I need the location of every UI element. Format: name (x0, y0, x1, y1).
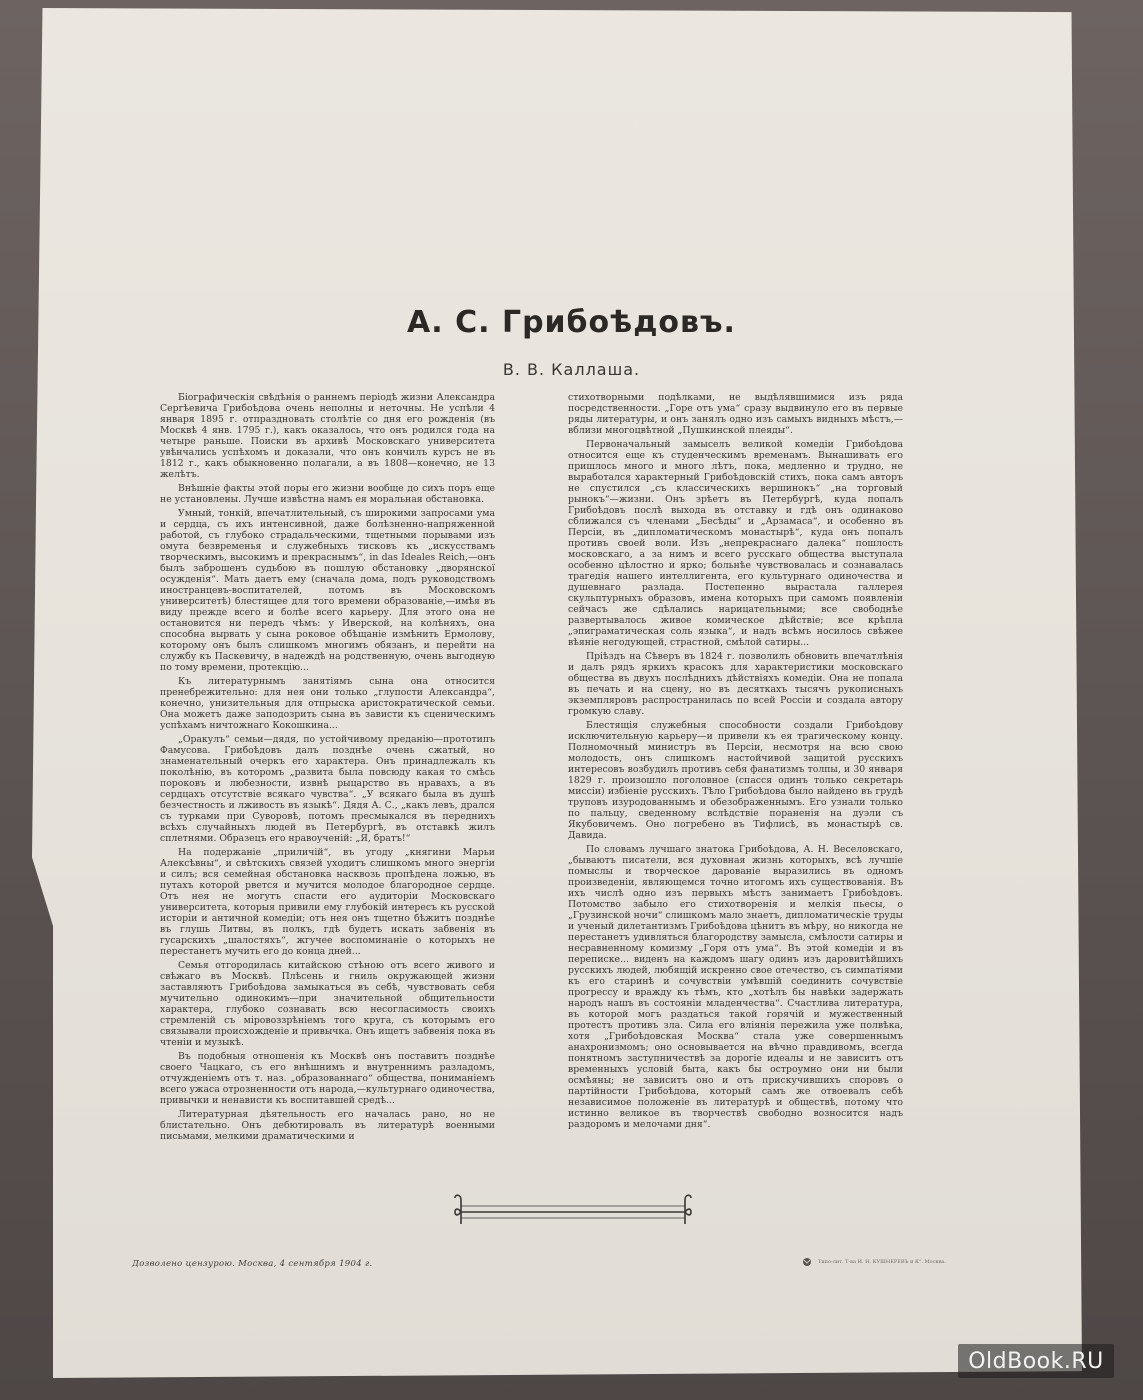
author-byline: В. В. Каллаша. (502, 360, 641, 379)
paragraph: Первоначальный замыселъ великой комедіи Грибоѣдова относится еще къ студенческимъ временамъ. Вынашивать его пришлось много и много лѣтъ, пока, медленно и трудно, не выработался характерный Грибоѣдовскій стихъ, пока самъ авторъ не спустился „съ классическихъ вершинокъ“ „на торговый рынокъ“—жизни. Онъ зрѣетъ въ Петербургѣ, куда попалъ Грибоѣдовъ послѣ выхода въ отставку и гдѣ онъ одинаково сближался съ членами „Бесѣды“ и „Арзамаса“, и особенно въ Персіи, въ „дипломатическомъ монастырѣ“, куда онъ попалъ противъ своей воли. Изъ „непрекраснаго далека“ пошлость московскаго, а за нимъ и всего русскаго общества выступала особенно цѣлостно и ярко; больнѣе чувствовалась и сознавалась трагедія нашего интеллигента, его культурнаго одиночества и душевнаго разлада. Постепенно вырастала галлерея скульптурныхъ образовъ, имена которыхъ при самомъ появленіи сейчасъ же сдѣлались нарицательными; все свободнѣе развертывалось живое комическое дѣйствіе; все крѣпла „эпиграматическая соль языка“, и надъ всѣмъ носилось свѣжее вѣяніе негодующей, страстной, смѣлой сатиры... (568, 439, 903, 648)
paragraph: Блестящія служебныя способности создали Грибоѣдову исключительную карьеру—и привели къ ея трагическому концу. Полномочный министръ въ Персіи, несмотря на всю свою молодость, онъ слишкомъ настойчивой защитой русскихъ интересовъ возбудилъ противъ себя фанатизмъ толпы, и 30 января 1829 г. произошло поголовное (спасся одинъ только секретарь миссіи) избіеніе русскихъ. Тѣло Грибоѣдова было найдено въ грудѣ труповъ изуродованнымъ и обезображеннымъ. Его узнали только по пальцу, сведенному вслѣдствіе пораненія на дуэли съ Якубовичемъ. Оно погребено въ Тифлисѣ, въ монастырѣ св. Давида. (568, 720, 903, 841)
left-column (160, 392, 495, 1142)
paragraph: Литературная дѣятельность его началась рано, но не блистательно. Онъ дебютировалъ въ литературѣ военными письмами, мелкими драматическими и (160, 1109, 495, 1142)
paragraph: Семья отгородилась китайскою стѣною отъ всего живого и свѣжаго въ Москвѣ. Плѣсень и гниль окружающей жизни заставляютъ Грибоѣдова замыкаться въ себѣ, чувствовать себя мучительно одинокимъ—при значительной общительности характера, глубоко сознавать всю несогласимость своихъ стремленій съ міровоззрѣніемъ того круга, съ которымъ его связывали происхожденіе и привычка. Онъ ищетъ забвенія пока въ чтеніи и музыкѣ. (160, 960, 495, 1048)
paragraph: Въ подобныя отношенія къ Москвѣ онъ поставитъ позднѣе своего Чацкаго, съ его внѣшнимъ и внутреннимъ разладомъ, отчужденіемъ отъ т. наз. „образованнаго“ общества, пониманіемъ всего ужаса отрозненности отъ народа,—культурнаго одиночества, привычки и ненависти къ воспитавшей средѣ... (160, 1051, 495, 1106)
page-title: А. С. Грибоѣдовъ. (407, 305, 736, 340)
paragraph: Внѣшніе факты этой поры его жизни вообще до сихъ поръ еще не установлены. Лучше извѣстна намъ ея моральная обстановка. (160, 483, 495, 505)
paragraph: Умный, тонкій, впечатлительный, съ широкими запросами ума и сердца, съ ихъ интенсивной, даже болѣзненно-напряженной работой, съ глубоко страдальческими, тщетными порывами изъ омута безвременья и служебныхъ тисковъ къ „искусствамъ творческимъ, высокимъ и прекраснымъ“, in das Ideales Reich,—онъ былъ заброшенъ судьбою въ пошлую обстановку „дворянскої осужденія“. Мать даетъ ему (сначала дома, подъ руководствомъ иностранцевъ-воспитателей, потомъ въ Московскомъ университетѣ) блестящее для того времени образованіе,—имѣя въ виду прежде всего и болѣе всего карьеру. Для этого она не остановится ни передъ чѣмъ: у Иверской, на колѣняхъ, она способна вырвать у сына роковое обѣщаніе измѣнить Ермолову, которому онъ былъ слишкомъ многимъ обязанъ, и перейти на службу къ Паскевичу, в надеждѣ на родственную, очень выгодную по тому времени, протекцію... (160, 508, 495, 673)
right-column (568, 392, 903, 1130)
double-headed-eagle-icon (802, 1257, 812, 1267)
paragraph: Біографическія свѣдѣнія о раннемъ періодѣ жизни Александра Сергѣевича Грибоѣдова очень неполны и неточны. Не успѣли 4 января 1895 г. отпраздновать столѣтіе со дня его рожденія (въ Москвѣ 4 янв. 1795 г.), какъ оказалось, что онъ родился года на четыре раньше. Поиски въ архивѣ Московскаго университета увѣнчались успѣхомъ и доказали, что онъ кончилъ курсъ не въ 1812 г., какъ обыкновенно полагали, а въ 1808—конечно, не 13 желѣтъ. (160, 392, 495, 480)
paragraph: На подержаніе „приличій“, въ угоду „княгини Марьи Алексѣвны“, и свѣтскихъ связей уходитъ слишкомъ много энергіи и силъ; вся семейная обстановка насквозь пропѣдена ложью, въ путахъ которой рвется и мучится молодое благородное сердце. Отъ нея не могутъ спасти его аудиторіи Московскаго университета, которыя привили ему глубокій интересъ къ русской исторіи и античной комедіи; отъ нея онъ тщетно бѣжитъ позднѣе въ глушь Литвы, въ полкъ, гдѣ будетъ искать забвенія въ гусарскихъ „шалостяхъ“, жгучее воспоминаніе о которыхъ не перестанетъ мучить его до конца дней... (160, 847, 495, 957)
printer-imprint: Типо-лит. Т-ва И. Н. КУШНЕРЕВЪ и К°. Москва. (818, 1259, 947, 1265)
site-watermark: OldBook.RU (958, 1344, 1114, 1378)
paragraph: Къ литературнымъ занятіямъ сына она относится пренебрежительно: для нея они только „глупости Александра“, конечно, унизительныя для отпрыска аристократической семьи. Она можетъ даже заподозрить сына въ зависти къ сценическимъ успѣхамъ ничтожнаго Кокошкина... (160, 676, 495, 731)
paragraph: По словамъ лучшаго знатока Грибоѣдова, А. Н. Веселовскаго, „бываютъ писатели, вся духовная жизнь которыхъ, всѣ лучшіе помыслы и творческое дарованіе выразились въ одномъ произведеніи, являющемся точно итогомъ ихъ существованія. Въ ихъ числѣ одно изъ первыхъ мѣстъ занимаетъ Грибоѣдовъ. Потомство забыло его стихотворенія и мелкія пьесы, о „Грузинской ночи“ слишкомъ мало знаетъ, дипломатическіе труды и ученый дилетантизмъ Грибоѣдова цѣнитъ въ мѣру, но никогда не перестанетъ удивляться благородству замысла, смѣлости сатиры и несравненному комизму „Горя отъ ума“. Въ этой комедіи и въ переписке... виденъ на каждомъ шагу одинъ изъ даровитѣйшихъ русскихъ людей, любящій искренно свое отечество, съ симпатіями къ его старинѣ и сочувствіи умѣвшій соединить сочувствіе прогрессу и вражду къ тѣмъ, кто „хотѣлъ бы навѣки задержать народъ нашъ въ состояніи младенчества“. Счастлива литература, въ которой могъ раздаться такой горячій и мужественный протестъ противъ зла. Сила его вліянія пережила уже полвѣка, хотя „Грибоѣдовская Москва“ стала уже совершеннымъ анахронизмомъ; оно основывается на вѣчно правдивомъ, всегда понятномъ заступничествѣ за дорогіе идеалы и не зависитъ отъ временныхъ условій быта, какъ бы остроумно они ни были осмѣяны; не зависитъ оно и отъ прискучившихъ споровъ о партійности Грибоѣдова, который самъ же отвоевалъ себѣ независимое положеніе въ литературѣ и обществѣ, потому что истинно великое въ творчествѣ свободно возносится надъ раздоромъ и мелочами дня“. (568, 844, 903, 1130)
paragraph: Пріѣздъ на Сѣверъ въ 1824 г. позволилъ обновить впечатлѣнія и далъ рядъ яркихъ красокъ для характеристики московскаго общества въ двухъ послѣднихъ дѣйствіяхъ комедіи. Она не попала въ печать и на сцену, но въ десяткахъ тысячъ рукописныхъ экземпляровъ распространилась по всей Россіи и создала автору громкую славу. (568, 651, 903, 717)
decorative-ornament (451, 1190, 695, 1230)
paragraph: „Оракулъ“ семьи—дядя, по устойчивому преданію—прототипъ Фамусова. Грибоѣдовъ далъ позднѣе очень сжатый, но знаменательный очеркъ его характера. Онъ принадлежалъ къ поколѣнію, въ которомъ „развита была повсюду какая то смѣсь пороковъ и любезности, извнѣ рыцарство въ нравахъ, а въ сердцахъ отсутствіе всякаго чувства“. „У всякаго была въ душѣ безчестность и лживость въ языкѣ“. Дядя А. С., „какъ левъ, дрался съ турками при Суворовѣ, потомъ пресмыкался въ переднихъ всѣхъ случайныхъ людей въ Петербургѣ, въ отставкѣ жилъ сплетнями. Образецъ его нравоученій: „Я, братъ!“ (160, 734, 495, 844)
paragraph: стихотворными подѣлками, не выдѣлявшимися изъ ряда посредственности. „Горе отъ ума“ сразу выдвинуло его въ первые ряды литературы, и онъ занялъ одно изъ самыхъ видныхъ мѣстъ,—вблизи многоцвѣтной „Пушкинской плеяды“. (568, 392, 903, 436)
censorship-note: Дозволено цензурою. Москва, 4 сентября 1904 г. (132, 1259, 373, 1269)
